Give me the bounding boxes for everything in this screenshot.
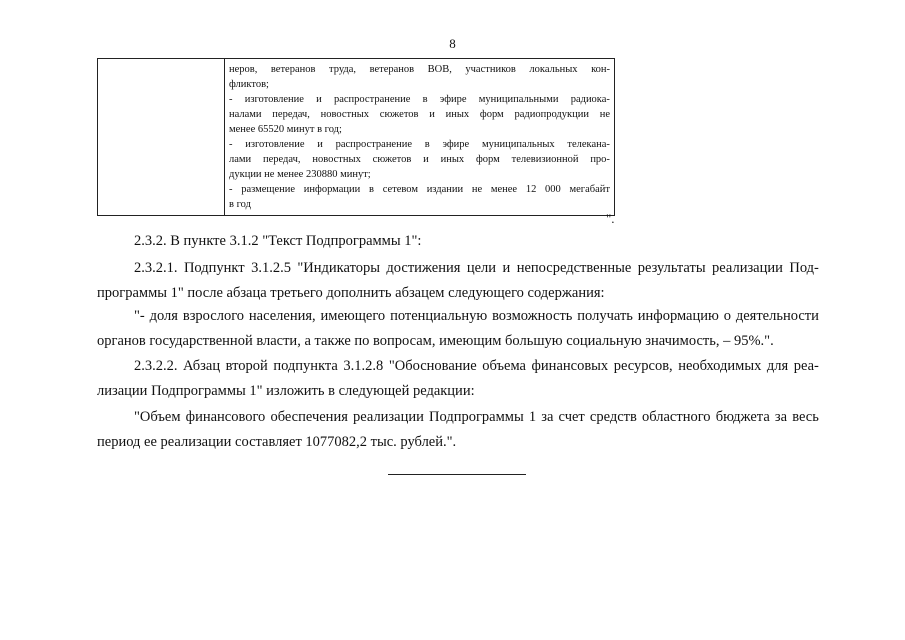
table-cell-line: дукции не менее 230880 минут; xyxy=(229,169,371,180)
table-closing-quote: ". xyxy=(606,211,615,226)
paragraph-2-3-2-1 xyxy=(97,256,819,306)
page-number: 8 xyxy=(449,36,456,51)
document-table xyxy=(97,58,615,216)
paragraph-2-3-2 xyxy=(97,229,819,254)
paragraph-line: период ее реализации составляет 1077082,2 тыс. рублей.". xyxy=(97,434,457,450)
paragraph-line: "Объем финансового обеспечения реализации Подпрограммы 1 за счет средств областного бюджета за весь xyxy=(134,409,819,425)
paragraph-line: программы 1" после абзаца третьего дополнить абзацем следующего содержания: xyxy=(97,285,605,301)
table-cell-right xyxy=(225,59,615,216)
paragraph-quoted-funding xyxy=(97,405,819,455)
paragraph-line: "- доля взрослого населения, имеющего потенциальную возможность получать информацию о деятельности xyxy=(134,308,819,324)
paragraph-line: 2.3.2.2. Абзац второй подпункта 3.1.2.8 "Обоснование объема финансовых ресурсов, необходимых для реа- xyxy=(134,358,819,374)
paragraph-line: органов государственной власти, а также по вопросам, имеющим большую социальную значимость, – 95%.". xyxy=(97,333,774,349)
paragraph-quoted-indicator xyxy=(97,304,819,354)
table-row xyxy=(98,59,615,216)
table-cell-line: неров, ветеранов труда, ветеранов ВОВ, участников локальных кон- xyxy=(229,64,610,75)
table-cell-line: лами передач, новостных сюжетов и иных форм телевизионной про- xyxy=(229,154,610,165)
table-cell-line: фликтов; xyxy=(229,79,269,90)
table-cell-line: - изготовление и распространение в эфире муниципальными радиока- xyxy=(229,94,610,105)
paragraph-2-3-2-2 xyxy=(97,354,819,404)
paragraph-line: 2.3.2. В пункте 3.1.2 "Текст Подпрограммы 1": xyxy=(134,233,422,249)
footer-rule xyxy=(388,474,526,475)
table-cell-line: налами передач, новостных сюжетов и иных форм радиопродукции не xyxy=(229,109,610,120)
table-cell-left xyxy=(98,59,225,216)
table-cell-line: - размещение информации в сетевом издании не менее 12 000 мегабайт xyxy=(229,184,610,195)
table-cell-line: в год xyxy=(229,199,251,210)
paragraph-line: лизации Подпрограммы 1" изложить в следующей редакции: xyxy=(97,383,475,399)
table-cell-line: - изготовление и распространение в эфире муниципальных телекана- xyxy=(229,139,610,150)
table-cell-line: менее 65520 минут в год; xyxy=(229,124,342,135)
paragraph-line: 2.3.2.1. Подпункт 3.1.2.5 "Индикаторы достижения цели и непосредственные результаты реализации Под- xyxy=(134,260,819,276)
